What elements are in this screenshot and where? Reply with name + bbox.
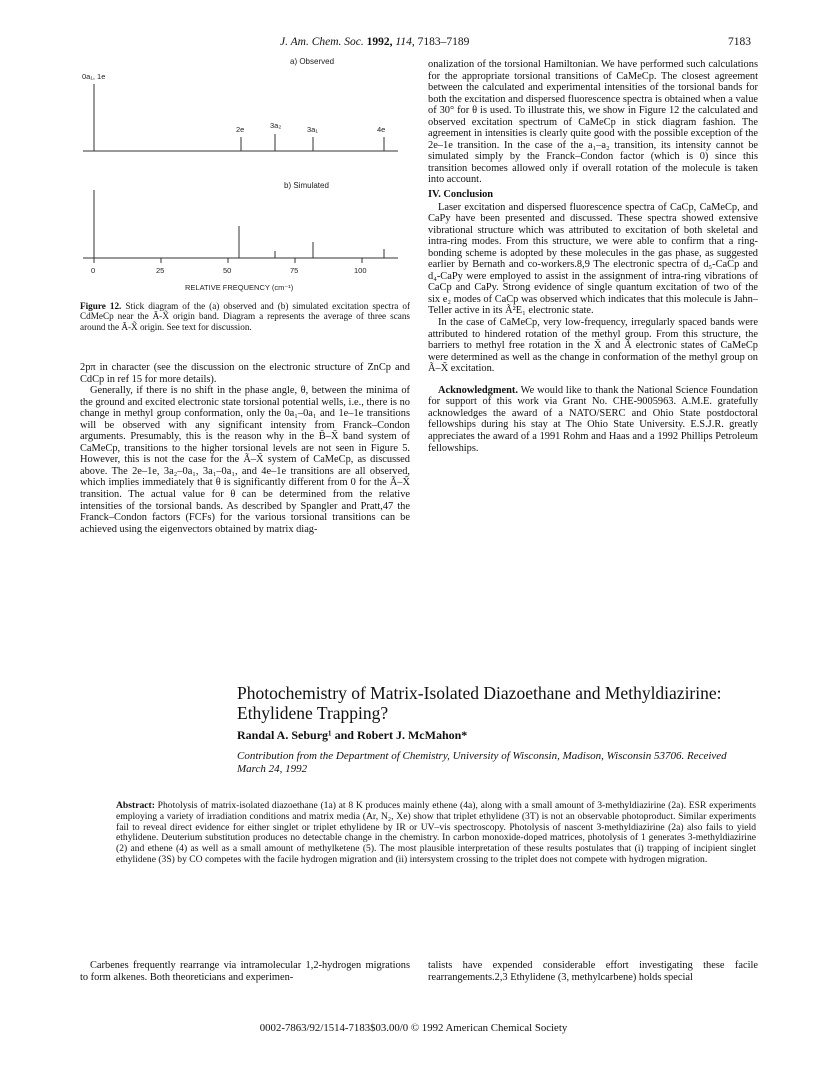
copyright-footer: 0002-7863/92/1514-7183$03.00/0 © 1992 American Chemical Society: [259, 1022, 568, 1034]
peak-label-4e: 4e: [377, 125, 386, 134]
left-paragraph-2: Generally, if there is no shift in the phase angle, θ, between the minima of the ground and excited electronic state torsional potential wells, i.e., there is no change in methyl group conformation, only the 0a₁–0a₁ and 1e–1e transitions will be observed with any significant intensity from Franck–Condon arguments. Presumably, this is the reason why in the B̃–X̃ band system of CaMeCp, transitions to the higher torsional levels are not seen in Figure 5. However, this is not the case for the Ã–X̃ system of CaMeCp, as discussed above. The 2e–1e, 3a₂–0a₁, 3a₁–0a₁, and 4e–1e transitions are all observed, which implies immediately that θ is significantly different from 0 for the Ã–X̃ transition. The actual value for θ can be determined from the relative intensities of the torsional bands. As described by Spangler and Pratt,47 the Franck–Condon factors (FCFs) for the various torsional transitions can be achieved using the eigenvectors obtained by matrix diag-: [80, 385, 410, 535]
section-heading-conclusion: IV. Conclusion: [428, 189, 494, 201]
abstract-text: Photolysis of matrix-isolated diazoethane (1a) at 8 K produces mainly ethene (4a), along with a small amount of 3-methyldiazirine (2a). ESR experiments employing a variety of irradiation conditions and matrix media (Ar, N₂, Xe) show that triplet ethylidene (3T) is not an observable photoproduct. Similar experiments fail to reveal direct evidence for either singlet or triplet ethylidene by IR or UV–vis spectroscopy. Photolysis of nascent 3-methyldiazirine (2a) also fails to yield ethylidene. Deuterium substitution produces no detectable change in the chemistry. In carbon monoxide-doped matrices, photolysis of 1 generates 3-methyldiazirine (2) and ethene (4) as well as a small amount of methylketene (5). The most plausible interpretation of these results postulates that (i) trapping of incipient singlet ethylidene (3S) by CO competes with the facile hydrogen migration and (ii) intersystem crossing to the triplet does not compete with hydrogen migration.: [116, 800, 756, 865]
right-column: [428, 59, 758, 454]
abstract-label: Abstract:: [116, 800, 155, 811]
peak-label-3a2: 3a₂: [270, 121, 282, 130]
peak-label-2e: 2e: [236, 125, 245, 134]
acknowledgment-label: Acknowledgment.: [438, 384, 518, 396]
right-paragraph-2: Laser excitation and dispersed fluorescence spectra of CaCp, CaMeCp, and CaPy have been presented and discussed. These spectra showed extensive vibrational structure which was attributed to excitation of both skeletal and intra-ring modes. From this structure, we were able to confirm that a ring-bonding scheme is adopted by these molecules in the gas phase, as suggested earlier by Bernath and co-workers.8,9 The electronic spectra of d₅-CaCp and d₄-CaPy were employed to assist in the assignment of intra-ring vibrations of CaCp and CaPy. Strong evidence of single quantum excitation of two of the six e₂ modes of CaCp was observed which indicates that this molecule is Jahn–Teller active in its Ã²E₁ electronic state.: [428, 201, 758, 317]
article-title: Photochemistry of Matrix-Isolated Diazoethane and Methyldiazirine: Ethylidene Trapping?: [237, 683, 722, 723]
x-tick-label: 25: [156, 266, 165, 275]
acknowledgment: [428, 385, 758, 454]
page-number: 7183: [728, 36, 751, 48]
left-paragraph-1: 2pπ in character (see the discussion on the electronic structure of ZnCp and CdCp in ref 15 for more details).: [80, 362, 410, 385]
intro-right-column: talists have expended considerable effort investigating these facile rearrangements.2,3 Ethylidene (3, methylcarbene) holds special: [428, 960, 758, 983]
left-column: [80, 362, 410, 535]
figure-caption: [80, 301, 410, 332]
x-tick-label: 50: [223, 266, 232, 275]
peak-label-3a1: 3a₁: [307, 125, 318, 134]
right-paragraph-1: onalization of the torsional Hamiltonian. We have performed such calculations for the appropriate torsional transitions of CaMeCp. The closest agreement between the calculated and experimental intensities of the torsional bands for both the excitation and dispersed fluorescence spectra is obtained when a value of 30° for θ is used. To illustrate this, we show in Figure 12 the calculated and observed excitation spectrum of CaMeCp in stick diagram fashion. The agreement in intensities is clearly quite good with the possible exception of the 2e–1e transition. In the case of the a₁–a₂ transition, its intensity cannot be simulated simply by the Franck–Condon factor (which is 0) since this transition becomes allowed only if overall rotation of the molecule is taken into account.: [428, 59, 758, 186]
panel-a-label: a) Observed: [290, 57, 335, 66]
x-tick-label: 0: [91, 266, 96, 275]
article-authors: Randal A. Seburg¹ and Robert J. McMahon*: [237, 728, 468, 742]
abstract: [116, 801, 756, 866]
journal-citation: J. Am. Chem. Soc. 1992, 114, 7183–7189: [280, 36, 470, 48]
running-head: [0, 36, 827, 52]
panel-b-label: b) Simulated: [284, 181, 329, 190]
acknowledgment-text: We would like to thank the National Science Foundation for support of this work via Grant No. CHE-9005963. A.M.E. gratefully acknowledges the award of a NATO/SERC and Ohio State postdoctoral fellowships during his stay at The Ohio State University. E.S.J.R. greatly appreciates the award of a 1991 Rohm and Haas and a 1992 Phillips Petroleum fellowships.: [428, 384, 758, 454]
article-affiliation: Contribution from the Department of Chemistry, University of Wisconsin, Madison, Wisconsin 53706. Received March 24, 1992: [237, 750, 727, 775]
intro-left-column: Carbenes frequently rearrange via intramolecular 1,2-hydrogen migrations to form alkenes. Both theoreticians and experimen-: [80, 960, 410, 983]
figure-12-stick-diagram: [78, 54, 418, 300]
right-paragraph-3: In the case of CaMeCp, very low-frequency, irregularly spaced bands were attributed to hindered rotation of the methyl group. From this structure, the barriers to methyl free rotation in the X̃ and Ã electronic states of CaMeCp were determined as well as the change in conformation of the methyl group on Ã–X̃ excitation.: [428, 317, 758, 375]
caption-text: Stick diagram of the (a) observed and (b) simulated excitation spectra of CdMeCp near the Ã-X̃ origin band. Diagram a represents the average of three scans around the Ã-X̃ origin. See text for discussion.: [80, 301, 411, 332]
x-tick-label: 75: [290, 266, 299, 275]
left-peak-label: 0a₁, 1e: [82, 72, 106, 81]
x-axis-title: RELATIVE FREQUENCY (cm⁻¹): [185, 283, 294, 292]
x-tick-label: 100: [354, 266, 367, 275]
caption-label: Figure 12.: [80, 301, 122, 311]
